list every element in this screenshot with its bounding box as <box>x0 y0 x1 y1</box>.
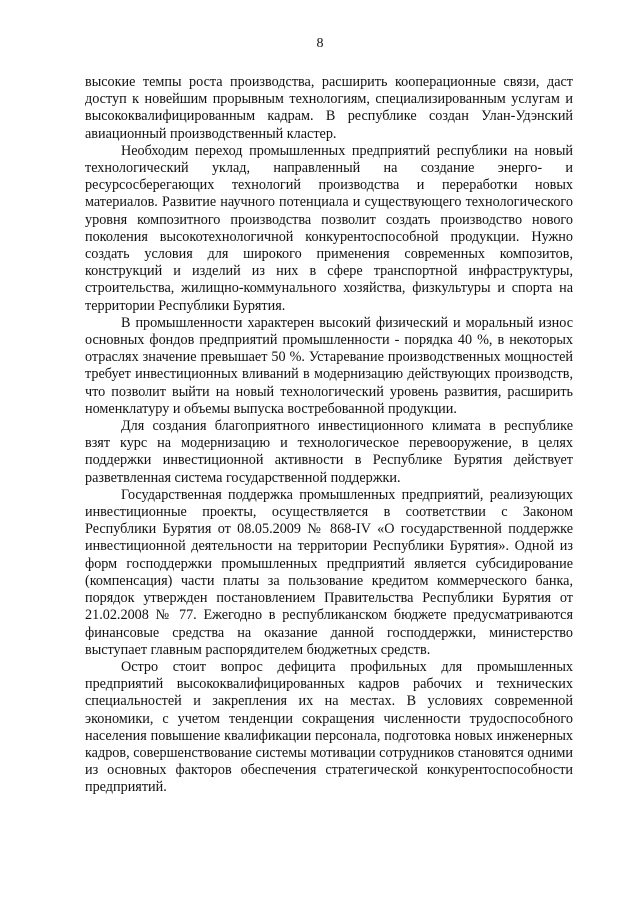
page-number: 8 <box>316 36 324 51</box>
paragraph-state-support: Государственная поддержка промышленных предприятий, реализующих инвестиционные проекты, осуществляется в соответствии с Законом Республики Бурятия от 08.05.2009 № 868-IV «О государственной поддержке инвестиционной деятельности на территории Республики Бурятия». Одной из форм господдержки промышленных предприятий является субсидирование (компенсация) части платы за пользование кредитом коммерческого банка, порядок утвержден постановлением Правительства Республики Бурятия от 21.02.2008 № 77. Ежегодно в республиканском бюджете предусматриваются финансовые средства на оказание данной господдержки, министерство выступает главным распорядителем бюджетных средств. <box>85 486 573 658</box>
paragraph-continuation: высокие темпы роста производства, расширить кооперационные связи, даст доступ к новейшим прорывным технологиям, специализированным услугам и высококвалифицированным кадрам. В республике создан Улан-Удэнский авиационный производственный кластер. <box>85 74 573 142</box>
paragraph-staff-shortage: Остро стоит вопрос дефицита профильных для промышленных предприятий высококвалифицированных кадров рабочих и технических специальностей и закрепления их на местах. В условиях современной экономики, с учетом тенденции сокращения численности трудоспособного населения повышение квалификации персонала, подготовка новых инженерных кадров, совершенствование системы мотивации сотрудников становятся одними из основных факторов обеспечения стратегической конкурентоспособности предприятий. <box>85 658 573 796</box>
paragraph-investment-climate: Для создания благоприятного инвестиционного климата в республике взят курс на модернизацию и технологическое перевооружение, в целях поддержки инвестиционной активности в Республике Бурятия действует разветвленная система государственной поддержки. <box>85 418 573 486</box>
paragraph-fixed-assets-wear: В промышленности характерен высокий физический и моральный износ основных фондов предприятий промышленности - порядка 40 %, в некоторых отраслях значение превышает 50 %. Устаревание производственных мощностей требует инвестиционных вливаний в модернизацию действующих производств, что позволит выйти на новый технологический уровень развития, расширить номенклатуру и объемы выпуска востребованной продукции. <box>85 314 573 417</box>
document-body <box>85 74 573 797</box>
paragraph-technology-transition: Необходим переход промышленных предприятий республики на новый технологический уклад, направленный на создание энерго- и ресурсосберегающих технологий производства и переработки новых материалов. Развитие научного потенциала и существующего технологического уровня композитного производства позволит создать производство нового поколения высокотехнологичной конкурентоспособной продукции. Нужно создать условия для широкого применения современных композитов, конструкций и изделий из них в сфере транспортной инфраструктуры, строительства, жилищно-коммунального хозяйства, физкультуры и спорта на территории Республики Бурятия. <box>85 142 573 314</box>
